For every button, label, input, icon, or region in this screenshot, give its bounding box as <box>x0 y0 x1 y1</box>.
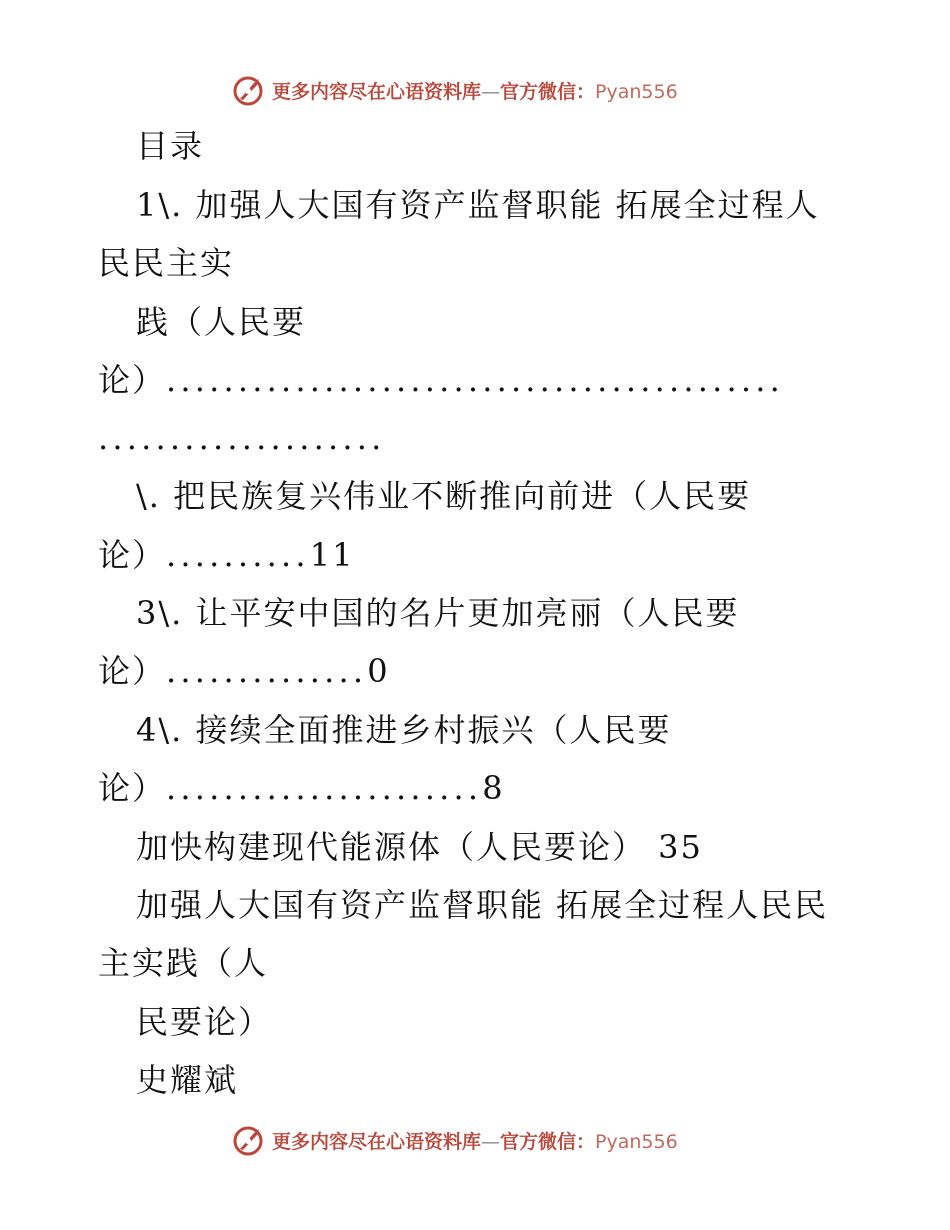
banner-wechat-label: 官方微信： <box>500 1130 596 1153</box>
toc-entry-3-line1[interactable]: 3\. 让平安中国的名片更加亮丽（人民要 <box>136 594 740 632</box>
article-title-line2: 主实践（人 <box>98 944 269 982</box>
banner-dash: — <box>481 1130 501 1153</box>
toc-entry-1-leader: ........................................... <box>166 361 785 399</box>
article-author: 史耀斌 <box>136 1061 239 1099</box>
pen-logo-icon <box>232 73 266 107</box>
banner-text <box>272 1127 678 1154</box>
toc-entry-2-page: 11 <box>309 536 355 574</box>
banner-dash: — <box>481 80 501 103</box>
toc-heading: 目录 <box>136 127 205 165</box>
article-title-line3: 民要论） <box>136 1003 273 1041</box>
toc-entry-1-line1[interactable]: 1\. 加强人大国有资产监督职能 拓展全过程人 <box>136 186 820 224</box>
toc-entry-4-line2[interactable] <box>98 768 505 808</box>
toc-entry-1-line3[interactable]: 践（人民要 <box>136 303 307 341</box>
toc-entry-2-line1[interactable]: \. 把民族复兴伟业不断推向前进（人民要 <box>136 477 752 515</box>
toc-entry-3-page: 0 <box>367 652 390 690</box>
toc-entry-1-leader-cont: .................... <box>98 419 386 457</box>
toc-entry-1-prefix: 论） <box>98 361 167 399</box>
toc-entry-1-line4[interactable] <box>98 360 784 400</box>
toc-entry-5[interactable]: 加快构建现代能源体（人民要论） 35 <box>136 828 703 866</box>
toc-entry-2-prefix: 论） <box>98 536 167 574</box>
toc-entry-1-line2[interactable]: 民民主实 <box>98 244 235 282</box>
banner-wechat-id: Pyan556 <box>595 1130 678 1153</box>
toc-entry-4-line1[interactable]: 4\. 接续全面推进乡村振兴（人民要 <box>136 711 672 749</box>
toc-entry-3-line2[interactable] <box>98 651 390 691</box>
footer-banner <box>232 1122 732 1158</box>
header-banner <box>232 72 732 108</box>
toc-entry-3-prefix: 论） <box>98 652 167 690</box>
toc-entry-4-leader: ...................... <box>166 769 483 807</box>
banner-site: 更多内容尽在心语资料库 <box>272 80 482 103</box>
toc-entry-2-leader: .......... <box>166 536 310 574</box>
banner-site: 更多内容尽在心语资料库 <box>272 1130 482 1153</box>
toc-entry-4-page: 8 <box>482 769 505 807</box>
banner-wechat-id: Pyan556 <box>595 80 678 103</box>
article-title-line1: 加强人大国有资产监督职能 拓展全过程人民民 <box>136 886 829 924</box>
banner-text <box>272 77 678 104</box>
pen-logo-icon <box>232 1123 266 1157</box>
banner-wechat-label: 官方微信： <box>500 80 596 103</box>
toc-entry-3-leader: .............. <box>166 652 368 690</box>
toc-entry-2-line2[interactable] <box>98 535 354 575</box>
toc-entry-4-prefix: 论） <box>98 769 167 807</box>
